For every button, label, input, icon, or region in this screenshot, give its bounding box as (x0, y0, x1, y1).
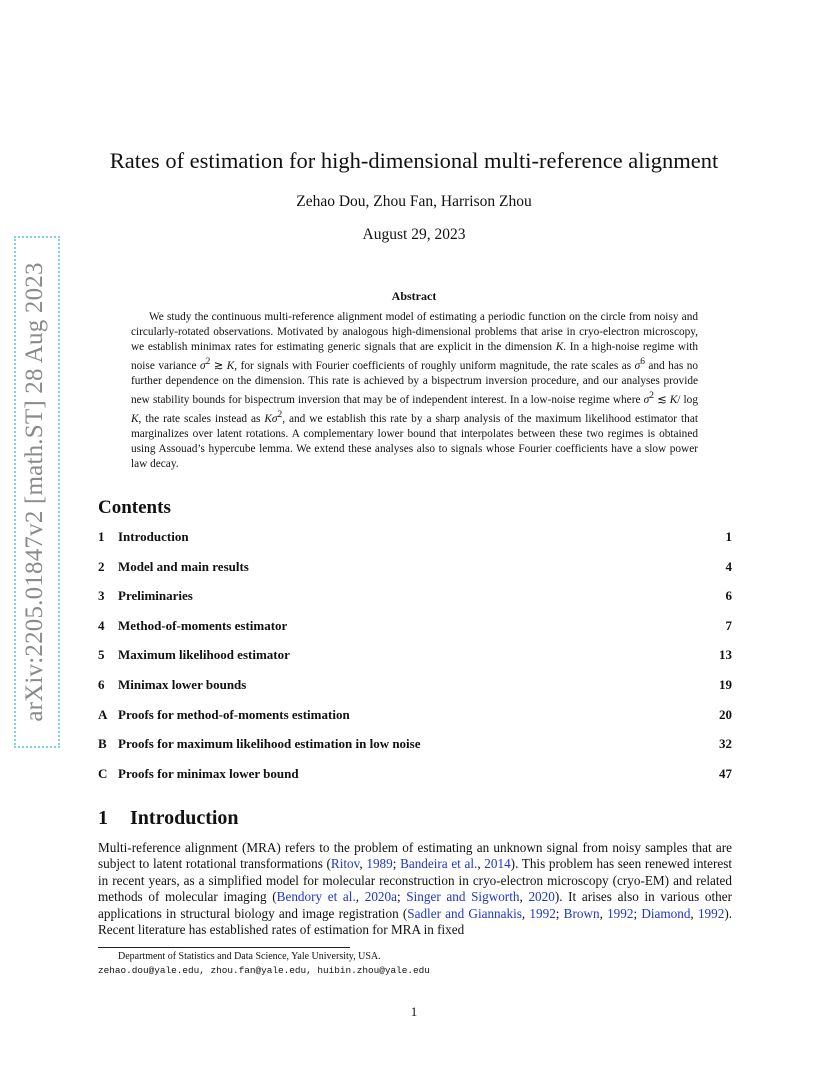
page-number: 1 (410, 1004, 418, 1019)
section-heading-introduction (98, 807, 239, 830)
contents-heading: Contents (98, 497, 171, 518)
toc-entry-introduction[interactable] (98, 529, 732, 559)
toc-page: 7 (725, 617, 732, 633)
toc-title: Method-of-moments estimator (118, 617, 288, 633)
citation-link[interactable]: Bendory et al. (276, 889, 356, 905)
citation-link[interactable]: 1992 (697, 905, 725, 921)
footnote-divider (98, 947, 350, 948)
toc-page: 13 (719, 647, 732, 663)
citation-link[interactable]: Bandeira et al. (400, 856, 478, 872)
citation-link[interactable]: 1989 (366, 856, 393, 872)
section-title: Introduction (130, 807, 239, 829)
toc-title: Proofs for maximum likelihood estimation in low noise (118, 736, 421, 752)
citation-link[interactable]: 2020 (528, 889, 555, 905)
toc-number: 3 (98, 588, 105, 604)
paper-authors: Zehao Dou, Zhou Fan, Harrison Zhou (296, 193, 532, 210)
citation-link[interactable]: Brown (563, 905, 600, 921)
toc-entry-model[interactable] (98, 559, 732, 589)
toc-title: Minimax lower bounds (118, 676, 247, 692)
toc-number: B (98, 736, 107, 752)
toc-number: 4 (98, 617, 105, 633)
citation-link[interactable]: 1992 (607, 905, 634, 921)
toc-entry-appendix-c[interactable] (98, 766, 732, 796)
citation-link[interactable]: Ritov (330, 856, 360, 872)
toc-page: 20 (719, 706, 732, 722)
toc-page: 32 (719, 736, 732, 752)
citation-link[interactable]: 2020a (364, 889, 397, 905)
table-of-contents (98, 529, 732, 795)
section-number: 1 (98, 807, 108, 829)
abstract-heading: Abstract (391, 289, 437, 303)
toc-entry-method-of-moments[interactable] (98, 618, 732, 648)
toc-title: Proofs for method-of-moments estimation (118, 706, 350, 722)
citation-link[interactable]: Singer and Sigworth (406, 889, 520, 905)
toc-entry-maximum-likelihood[interactable] (98, 647, 732, 677)
toc-page: 1 (725, 529, 732, 544)
citation-link[interactable]: 2014 (484, 856, 511, 872)
citation-link[interactable]: Diamond (641, 905, 691, 921)
toc-title: Proofs for minimax lower bound (118, 765, 299, 781)
toc-title: Introduction (118, 529, 189, 544)
toc-number: 6 (98, 676, 105, 692)
toc-number: 5 (98, 647, 105, 663)
arxiv-stamp[interactable]: arXiv:2205.01847v2 [math.ST] 28 Aug 2023 (21, 262, 48, 722)
introduction-paragraph: Multi-reference alignment (MRA) refers to the problem of estimating an unknown signal from noisy samples that are subject to latent rotational transformations (Ritov, 1989; Bandeira et al., 2014). This problem has seen renewed interest in recent years, as a simplified model for molecular reconstruction in cryo-electron microscopy (cryo-EM) and related methods of molecular imaging (Bendory et al., 2020a; Singer and Sigworth, 2020). It arises also in various other applications in structural biology and image registration (Sadler and Giannakis, 1992; Brown, 1992; Diamond, 1992). Recent literature has established rates of estimation for MRA in fixed (98, 840, 733, 938)
toc-number: A (98, 706, 108, 722)
toc-page: 47 (719, 765, 732, 781)
toc-number: 2 (98, 558, 105, 574)
footnote-emails[interactable]: zehao.dou@yale.edu, zhou.fan@yale.edu, huibin.zhou@yale.edu (98, 965, 430, 976)
toc-page: 4 (725, 558, 732, 574)
toc-title: Maximum likelihood estimator (118, 647, 290, 663)
toc-entry-preliminaries[interactable] (98, 588, 732, 618)
paper-title: Rates of estimation for high-dimensional multi-reference alignment (109, 148, 719, 173)
paper-date: August 29, 2023 (362, 226, 466, 243)
citation-link[interactable]: Sadler and Giannakis (407, 905, 522, 921)
toc-page: 6 (725, 588, 732, 604)
toc-entry-minimax-lower-bounds[interactable] (98, 677, 732, 707)
toc-title: Preliminaries (118, 588, 193, 604)
toc-title: Model and main results (118, 558, 249, 574)
toc-number: C (98, 765, 108, 781)
abstract-text: We study the continuous multi-reference alignment model of estimating a periodic function on the circle from noisy and circularly-rotated observations. Motivated by analogous high-dimensional problems that arise in cryo-electron microscopy, we establish minimax rates for estimating generic signals that are explicit in the dimension K. In a high-noise regime with noise variance $\sigma^2$ ≳ K, for signals with Fourier coefficients of roughly uniform magnitude, the rate scales as $\sigma^6$ and has no further dependence on the dimension. This rate is achieved by a bispectrum inversion procedure, and our analyses provide new stability bounds for bispectrum inversion that may be of independent interest. In a low-noise regime where $\sigma^2$ ≲ K/ log K, the rate scales instead as $K\sigma^2$, and we establish this rate by a sharp analysis of the maximum likelihood estimator that marginalizes over latent rotations. A complementary lower bound that interpolates between these two regimes is obtained using Assouad’s hypercube lemma. We extend these analyses also to signals whose Fourier coefficients have a slow power law decay. (131, 311, 698, 470)
footnote-affiliation: Department of Statistics and Data Science, Yale University, USA. (118, 951, 381, 962)
toc-entry-appendix-b[interactable] (98, 736, 732, 766)
toc-entry-appendix-a[interactable] (98, 707, 732, 737)
toc-page: 19 (719, 676, 732, 692)
citation-link[interactable]: 1992 (529, 905, 556, 921)
toc-number: 1 (98, 529, 105, 544)
